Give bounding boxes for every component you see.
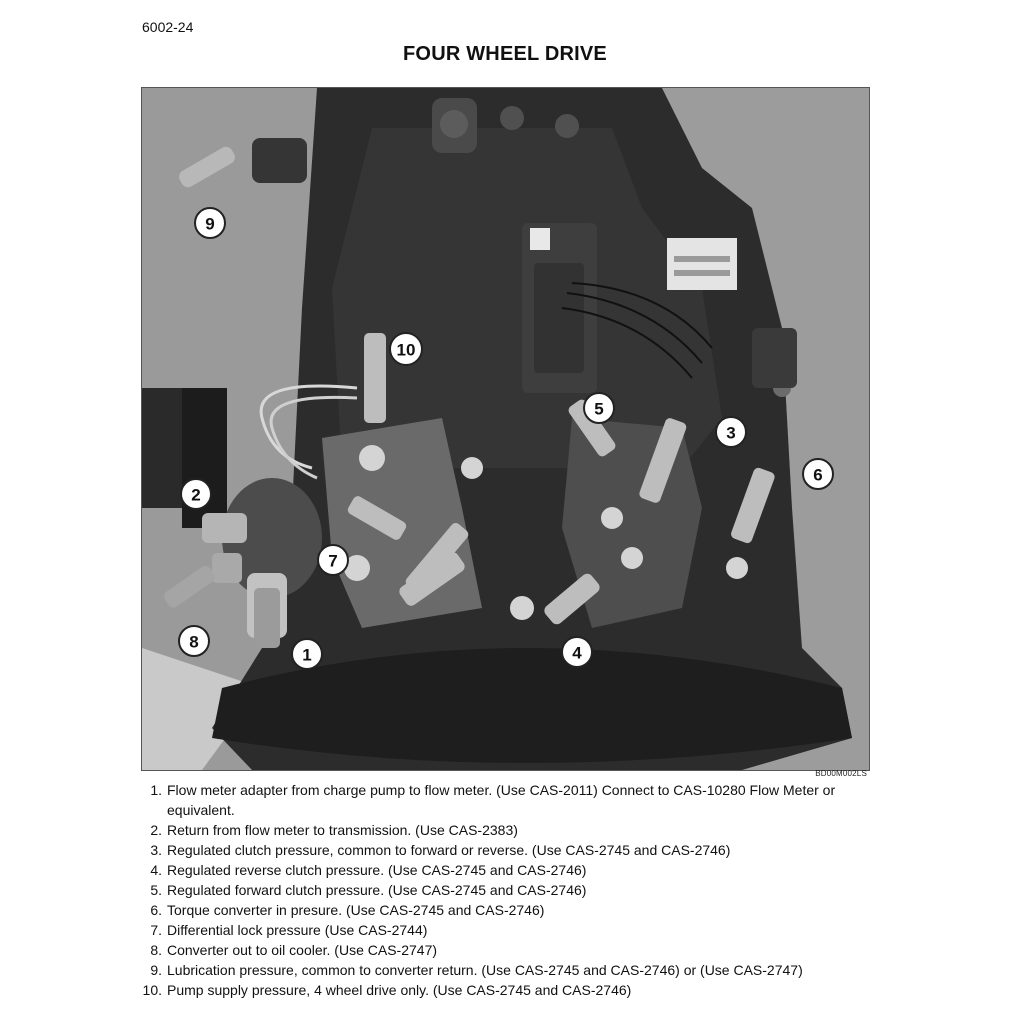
legend-item-text: Regulated reverse clutch pressure. (Use CAS-2745 and CAS-2746): [167, 862, 587, 878]
page-title: FOUR WHEEL DRIVE: [403, 43, 607, 65]
callout-3: [716, 417, 746, 447]
legend-item: [142, 860, 882, 880]
callout-1: [292, 639, 322, 669]
callout-3-label: 3: [726, 423, 736, 443]
callout-4: [562, 637, 592, 667]
callout-7-label: 7: [328, 551, 338, 571]
callout-5: [584, 393, 614, 423]
legend-item: [142, 920, 882, 940]
callout-8: [179, 626, 209, 656]
legend-item: [142, 940, 882, 960]
transmission-photo: [141, 87, 870, 771]
legend-item-text: Regulated forward clutch pressure. (Use CAS-2745 and CAS-2746): [167, 882, 587, 898]
legend-item-text: Differential lock pressure (Use CAS-2744): [167, 922, 428, 938]
callout-1-label: 1: [302, 645, 312, 665]
legend-item-number: 10.: [142, 982, 162, 998]
legend-item-text: Return from flow meter to transmission. (Use CAS-2383): [167, 822, 518, 838]
page-number: 6002-24: [142, 19, 194, 35]
legend-item-text: Converter out to oil cooler. (Use CAS-2747): [167, 942, 438, 958]
figure-code: BD00M002LS: [815, 769, 867, 778]
callout-5-label: 5: [594, 399, 604, 419]
legend-item: [142, 780, 882, 820]
legend-item-number: 5.: [150, 882, 162, 898]
callout-2: [181, 479, 211, 509]
legend-item-number: 4.: [150, 862, 162, 878]
legend-item-text: Lubrication pressure, common to converter return. (Use CAS-2745 and CAS-2746) or (Use CAS-2747): [167, 962, 803, 978]
legend-item-text: Torque converter in presure. (Use CAS-2745 and CAS-2746): [167, 902, 545, 918]
legend-item-text: Regulated clutch pressure, common to forward or reverse. (Use CAS-2745 and CAS-2746): [167, 842, 731, 858]
callout-4-label: 4: [572, 643, 582, 663]
callout-6: [803, 459, 833, 489]
callout-10: [390, 333, 422, 365]
legend-list: [142, 780, 882, 1000]
legend-item-number: 8.: [150, 942, 162, 958]
legend-item-text: Flow meter adapter from charge pump to flow meter. (Use CAS-2011) Connect to CAS-10280 Flow Meter or equivalent.: [167, 782, 836, 818]
callout-2-label: 2: [191, 485, 201, 505]
legend-item-number: 9.: [150, 962, 162, 978]
legend-item-number: 1.: [150, 782, 162, 798]
legend-item: [142, 880, 882, 900]
legend-item-number: 2.: [150, 822, 162, 838]
legend-item: [142, 840, 882, 860]
legend-item: [142, 820, 882, 840]
legend-item: [142, 960, 882, 980]
legend-item-text: Pump supply pressure, 4 wheel drive only. (Use CAS-2745 and CAS-2746): [167, 982, 632, 998]
legend-item: [142, 980, 882, 1000]
callout-6-label: 6: [813, 465, 823, 485]
legend-item-number: 6.: [150, 902, 162, 918]
legend-item: [142, 900, 882, 920]
legend-item-number: 3.: [150, 842, 162, 858]
callout-8-label: 8: [189, 632, 199, 652]
callout-9-label: 9: [205, 214, 215, 234]
legend-item-number: 7.: [150, 922, 162, 938]
callout-7: [318, 545, 348, 575]
callout-9: [195, 208, 225, 238]
callout-10-label: 10: [396, 340, 416, 360]
